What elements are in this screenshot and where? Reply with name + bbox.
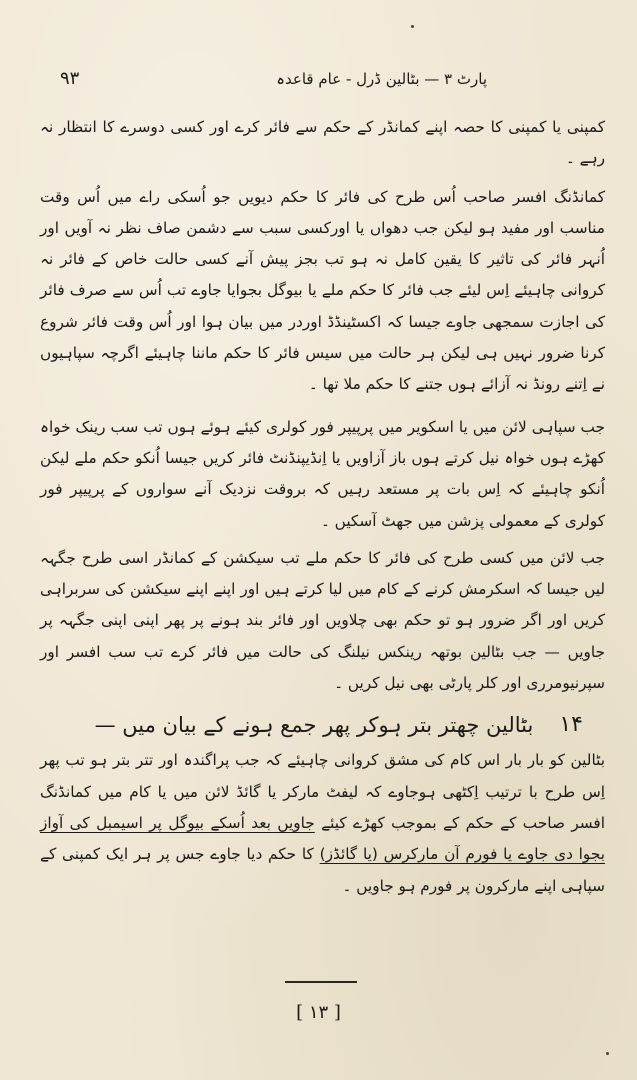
underlined-text: جاویں بعد اُسکے بیوگل پر اسیمبل کی آواز بجوا دی جاوے یا فورم آن مارکرس (یا گائڈز) bbox=[40, 813, 605, 864]
section-text: بٹالین کو بار بار اس کام کی مشق کروانی چاہیئے کہ جب پراگندہ اور تتر بتر ہو تب پھر اِس طرح با ترتیب اِکٹھی ہوجاوے کہ لیفٹ مارکر یا گائڈ لائن میں یا کام میں کمانڈنگ افسر صاحب کے حکم کے بموجب کھڑے کیئے bbox=[40, 751, 605, 832]
paragraph: جب لائن میں کسی طرح کی فائر کا حکم ملے تب سیکشن کے کمانڈر اسی طرح جگہہ لیں جیسا کہ اسکرمش کرنے کے کام میں لیا کرتے ہیں اور اپنے اپنے سیکشن کی سربراہی کریں اور اگر ضرور ہو تو حکم بھی چلاویں اور فائر بند ہونے پر پھر اپنی اپنی جگہہ پر جاویں — جب بٹالین بوتھہ رینکس نیلنگ کی حالت میں فائر کرے تب سب افسر اور سپرنیومرری اور کلر پارٹی بھی نیل کریں ۔ bbox=[40, 548, 605, 693]
header-page-number: ۹۳ bbox=[60, 68, 80, 89]
paper-speck bbox=[411, 25, 414, 28]
paragraph: کمانڈنگ افسر صاحب اُس طرح کی فائر کا حکم دیویں جو اُسکی راے میں اُس وقت مناسب اور مفید ہو لیکن جب دھواں یا اورکسی سبب سے دشمن صاف نظر نہ آویں اور اُنہر فائر کی تاثیر کا یقین کامل نہ ہو تب بجز پیش آنے کسی حالت خاص کے فائر نہ کروانی چاہیئے اِس لیئے جب فائر کا حکم ملے یا بیوگل بجوایا جاوے تب اُس سے صرف فائر کی اجازت سمجھی جاوے جیسا کہ اکسٹینڈڈ اوردر میں بیان ہوا اور اُس وقت فائر شروع کرنا ضرور نہیں ہی لیکن ہر حالت میں سیس فائر کا حکم ماننا چاہیئے اگرچہ سپاہیوں نے اِتنے رونڈ نہ آزائے ہوں جتنے کا حکم ملا تھا ۔ bbox=[40, 187, 605, 394]
footer-page-number: [ ۱۳ ] bbox=[296, 1002, 341, 1023]
section-text: کا حکم دیا جاوے جس پر ہر ایک کمپنی کے سپاہی اپنے مارکرون پر فورم ہو جاویں ۔ bbox=[40, 845, 605, 895]
section-number: ۱۴ bbox=[559, 712, 583, 738]
paragraph: کمپنی یا کمپنی کا حصہ اپنے کمانڈر کے حکم سے فائر کرے اور کسی دوسرے کا انتظار نہ رہے ۔ bbox=[40, 118, 605, 168]
paragraph: جب سپاہی لائن میں یا اسکویر میں پرپیپر فور کولری کیئے ہوئے ہوں تب سب رینک خواہ کھڑے ہوں خواہ نیل کرتے ہوں باز آزاویں یا اِنڈیپنڈنٹ فائر کریں جیسا اُنکو حکم ملے لیکن اُنکو چاہیئے کہ اِس بات پر مستعد رہیں کہ بروقت نزدیک آنے سواروں کے پرپیپر فور کولری کے معمولی پزشن میں جھٹ آسکیں ۔ bbox=[40, 417, 605, 530]
footer-rule bbox=[285, 981, 357, 983]
running-title: پارٹ ۳ — بٹالین ڈرل - عام قاعدہ bbox=[276, 70, 487, 88]
running-header bbox=[60, 66, 577, 96]
main-text bbox=[40, 112, 605, 909]
section-title: بٹالین چھتر بتر ہوکر پھر جمع ہونے کے بیان میں — bbox=[94, 713, 534, 738]
section-heading bbox=[40, 707, 605, 743]
paper-speck bbox=[606, 1052, 609, 1055]
section-paragraph bbox=[40, 745, 605, 901]
